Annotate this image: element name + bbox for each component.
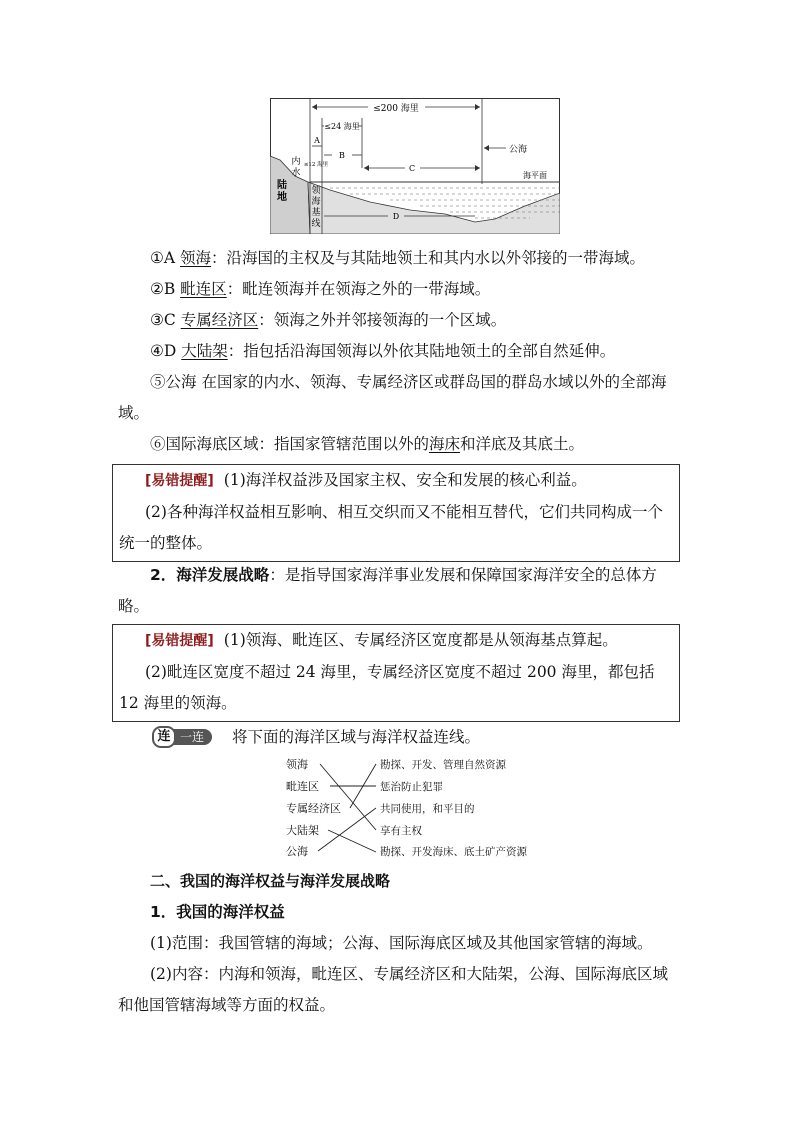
- error-reminder-box-2: [112, 624, 680, 722]
- label-d: D: [392, 212, 400, 221]
- label-baseline-3: 基: [311, 208, 321, 218]
- error-reminder-tag: [易错提醒]: [145, 473, 214, 489]
- box2-line2: (2)毗连区宽度不超过 24 海里，专属经济区宽度不超过 200 海里，都包括 12 海里的领海。: [119, 663, 655, 712]
- left-item-1: 领海: [286, 758, 308, 771]
- box2-line1: [易错提醒] (1)领海、毗连区、专属经济区宽度都是从领海基点算起。: [145, 631, 618, 649]
- left-item-5: 公海: [286, 845, 308, 858]
- strategy-title: 海洋发展战略: [176, 566, 270, 584]
- scope-paragraph: (1)范围：我国管辖的海域；公海、国际海底区域及其他国家管辖的海域。: [150, 934, 653, 952]
- strategy-paragraph: 2．海洋发展战略：是指导国家海洋事业发展和保障国家海洋安全的总体方略。: [118, 566, 657, 615]
- label-internal-water-2: 水: [291, 168, 301, 178]
- label-baseline-4: 线: [311, 219, 321, 229]
- label-200nm: ≤200 海里: [373, 104, 419, 114]
- exercise-instruction: 将下面的海洋区域与海洋权益连线。: [232, 728, 481, 746]
- label-a: A: [314, 136, 320, 145]
- right-item-4: 享有主权: [380, 825, 422, 837]
- definition-item-4: ④D 大陆架：指包括沿海国领海以外依其陆地领土的全部自然延伸。: [150, 342, 616, 360]
- box1-line2: (2)各种海洋权益相互影响、相互交织而又不能相互替代，它们共同构成一个统一的整体。: [119, 503, 663, 552]
- definition-item-5: ⑤公海 在国家的内水、领海、专属经济区或群岛国的群岛水域以外的全部海域。: [118, 373, 667, 422]
- right-item-2: 惩治防止犯罪: [380, 781, 443, 793]
- label-c: C: [408, 164, 416, 173]
- lian-yi-lian-badge: [152, 727, 212, 747]
- right-item-5: 勘探、开发海床、底土矿产资源: [380, 846, 527, 858]
- box1-line1: [易错提醒] (1)海洋权益涉及国家主权、安全和发展的核心利益。: [145, 471, 587, 489]
- label-baseline-2: 海: [311, 197, 321, 207]
- right-item-1: 勘探、开发、管理自然资源: [380, 759, 506, 771]
- matching-diagram: [280, 756, 570, 862]
- connect-line-4: [328, 830, 376, 852]
- definition-item-2: ②B 毗连区：毗连领海并在领海之外的一带海域。: [150, 280, 491, 298]
- error-reminder-box-1: [112, 464, 680, 562]
- label-internal-water-1: 内: [291, 157, 301, 167]
- section-2-heading: 二、我国的海洋权益与海洋发展战略: [150, 872, 391, 890]
- content-paragraph: (2)内容：内海和领海，毗连区、专属经济区和大陆架，公海、国际海底区域和他国管辖海域等方面的权益。: [118, 965, 668, 1014]
- connect-line-1: [320, 764, 376, 830]
- error-reminder-tag: [易错提醒]: [145, 633, 214, 649]
- label-high-seas: 公海: [508, 145, 528, 155]
- label-b: B: [339, 151, 345, 160]
- definition-item-3: ③C 专属经济区：领海之外并邻接领海的一个区域。: [150, 311, 507, 329]
- label-baseline-1: 领: [311, 186, 321, 196]
- label-24nm: ≤24 海里: [324, 122, 360, 131]
- right-item-3: 共同使用，和平目的: [380, 803, 475, 815]
- definition-item-1: ①A 领海：沿海国的主权及与其陆地领土和其内水以外邻接的一带海域。: [150, 249, 646, 267]
- left-item-3: 专属经济区: [286, 802, 341, 815]
- badge-main: 连: [152, 726, 176, 748]
- definition-item-6: ⑥国际海底区域：指国家管辖范围以外的海床和洋底及其底土。: [150, 435, 585, 453]
- label-12nm: ≤12 海里: [303, 162, 329, 168]
- label-sea-level: 海平面: [523, 171, 547, 180]
- label-land-2: 地: [277, 192, 287, 203]
- label-land-1: 陆: [277, 180, 287, 191]
- seabed-shape: [308, 182, 560, 234]
- left-item-4: 大陆架: [286, 824, 319, 837]
- badge-sub: 一连: [168, 729, 212, 745]
- maritime-zones-diagram: [270, 98, 560, 234]
- left-item-2: 毗连区: [286, 780, 319, 793]
- section-2-subheading: 1．我国的海洋权益: [150, 903, 285, 921]
